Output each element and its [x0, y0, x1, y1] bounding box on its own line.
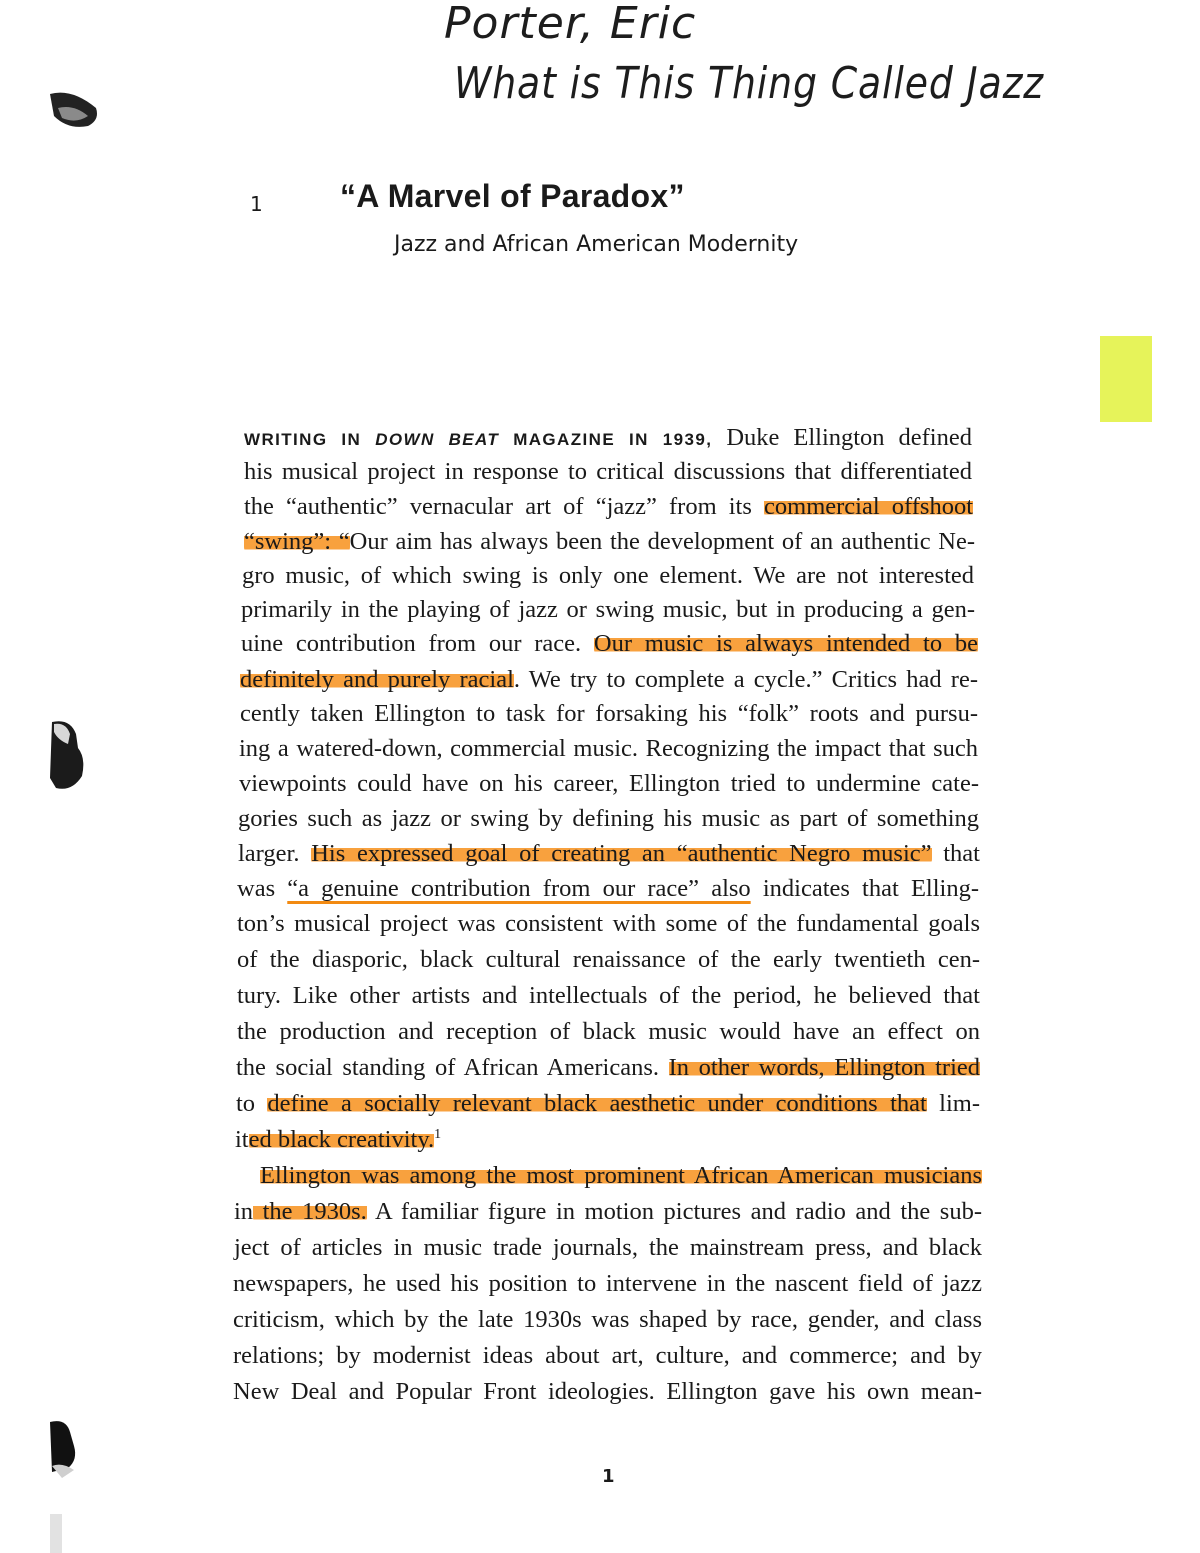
body-line: [244, 426, 972, 451]
punch-hole-icon: [48, 1416, 80, 1480]
text-segment: lim-: [926, 1090, 980, 1117]
lead-in-caps-italic: DOWN BEAT: [375, 430, 500, 449]
body-line: [236, 1056, 980, 1081]
text-segment: gro music, of which swing is only one element. We are not interested: [242, 562, 974, 589]
body-line: [233, 1344, 982, 1369]
body-line: [235, 1128, 455, 1153]
text-segment: Our aim has always been the development of an authentic Ne-: [349, 528, 975, 555]
chapter-title: “A Marvel of Paradox”: [340, 178, 685, 214]
body-line: [237, 877, 979, 902]
text-segment: in: [234, 1198, 254, 1225]
highlighted-text: “swing”: “: [244, 528, 350, 555]
text-segment: A familiar figure in motion pictures and radio and the sub-: [366, 1198, 983, 1225]
text-segment: uine contribution from our race.: [241, 630, 594, 657]
highlighted-text: definitely and purely racial: [240, 666, 514, 693]
handwritten-note: [440, 0, 1080, 140]
body-line: [260, 1164, 982, 1189]
highlighted-text: define a socially relevant black aesthetic under conditions that: [267, 1090, 927, 1117]
text-segment: newspapers, he used his position to intervene in the nascent field of jazz: [233, 1270, 982, 1297]
body-line: [234, 1236, 982, 1261]
text-segment: the “authentic” vernacular art of “jazz” from its: [244, 493, 765, 520]
chapter-subtitle: Jazz and African American Modernity: [394, 232, 799, 257]
body-line: [237, 912, 980, 937]
text-segment: it: [235, 1126, 249, 1154]
highlighted-text: Our music is always intended to be: [593, 630, 978, 657]
body-line: [239, 737, 978, 762]
sticky-note-tab: [1100, 336, 1152, 422]
highlighted-text: Ellington was among the most prominent African American musicians: [260, 1162, 982, 1189]
body-line: [244, 495, 973, 520]
punch-hole-icon: [48, 86, 100, 136]
text-segment: his musical project in response to critical discussions that differentiated: [244, 458, 972, 485]
text-segment: the production and reception of black music would have an effect on: [237, 1018, 980, 1045]
highlighted-text: ed black creativity.: [248, 1126, 435, 1154]
lead-in-caps: WRITING IN: [244, 430, 376, 449]
body-line: [244, 530, 975, 555]
body-line: [244, 460, 972, 485]
text-segment: larger.: [238, 840, 312, 867]
text-segment: the social standing of African Americans.: [236, 1054, 669, 1081]
punch-hole-icon: [48, 718, 88, 796]
body-line: [238, 842, 980, 867]
text-segment: that: [931, 840, 980, 867]
punch-hole-icon: [48, 1510, 70, 1553]
text-segment: primarily in the playing of jazz or swing music, but in producing a gen-: [241, 596, 975, 623]
handwritten-book-title: What is This Thing Called Jazz: [454, 58, 1044, 109]
text-segment: . We try to complete a cycle.” Critics had re-: [513, 666, 978, 693]
body-line: [239, 772, 979, 797]
underlined-text: “a genuine contribution from our race” also: [287, 875, 751, 902]
body-line: [233, 1380, 982, 1405]
text-segment: was: [237, 875, 288, 902]
text-segment: gories such as jazz or swing by defining his music as part of something: [238, 805, 979, 832]
handwritten-author: Porter, Eric: [444, 0, 697, 49]
body-line: [241, 598, 975, 623]
body-line: [237, 948, 980, 973]
body-line: [240, 702, 978, 727]
text-segment: of the diasporic, black cultural renaissance of the early twentieth cen-: [237, 946, 980, 973]
body-line: [236, 1092, 980, 1117]
text-segment: viewpoints could have on his career, Ellington tried to undermine cate-: [239, 770, 979, 797]
body-line: [234, 1200, 982, 1225]
text-segment: ing a watered-down, commercial music. Recognizing the impact that such: [239, 735, 978, 762]
body-line: [237, 984, 980, 1009]
text-segment: ject of articles in music trade journals, the mainstream press, and black: [234, 1234, 982, 1261]
body-line: [233, 1308, 982, 1333]
text-segment: indicates that Elling-: [750, 875, 979, 902]
page-number: 1: [602, 1466, 615, 1487]
text-segment: cently taken Ellington to task for forsaking his “folk” roots and pursu-: [240, 700, 978, 727]
body-line: [240, 668, 978, 693]
text-segment: to: [236, 1090, 268, 1117]
text-segment: New Deal and Popular Front ideologies. Ellington gave his own mean-: [233, 1378, 982, 1405]
text-segment: ton’s musical project was consistent with some of the fundamental goals: [237, 910, 980, 937]
highlighted-text: His expressed goal of creating an “authentic Negro music”: [311, 840, 932, 867]
text-segment: relations; by modernist ideas about art, culture, and commerce; and by: [233, 1342, 982, 1369]
body-line: [241, 632, 978, 657]
highlighted-text: commercial offshoot: [764, 493, 974, 520]
chapter-number: 1: [250, 192, 263, 216]
body-line: [233, 1272, 982, 1297]
footnote-marker: 1: [434, 1127, 442, 1142]
text-segment: tury. Like other artists and intellectuals of the period, he believed that: [237, 982, 980, 1009]
highlighted-text: In other words, Ellington tried: [668, 1054, 980, 1081]
text-segment: Duke Ellington defined: [712, 424, 972, 451]
body-line: [237, 1020, 980, 1045]
lead-in-caps: MAGAZINE IN 1939,: [499, 430, 713, 449]
body-line: [242, 564, 974, 589]
body-line: [238, 807, 979, 832]
text-segment: criticism, which by the late 1930s was shaped by race, gender, and class: [233, 1306, 982, 1333]
highlighted-text: the 1930s.: [253, 1198, 367, 1225]
